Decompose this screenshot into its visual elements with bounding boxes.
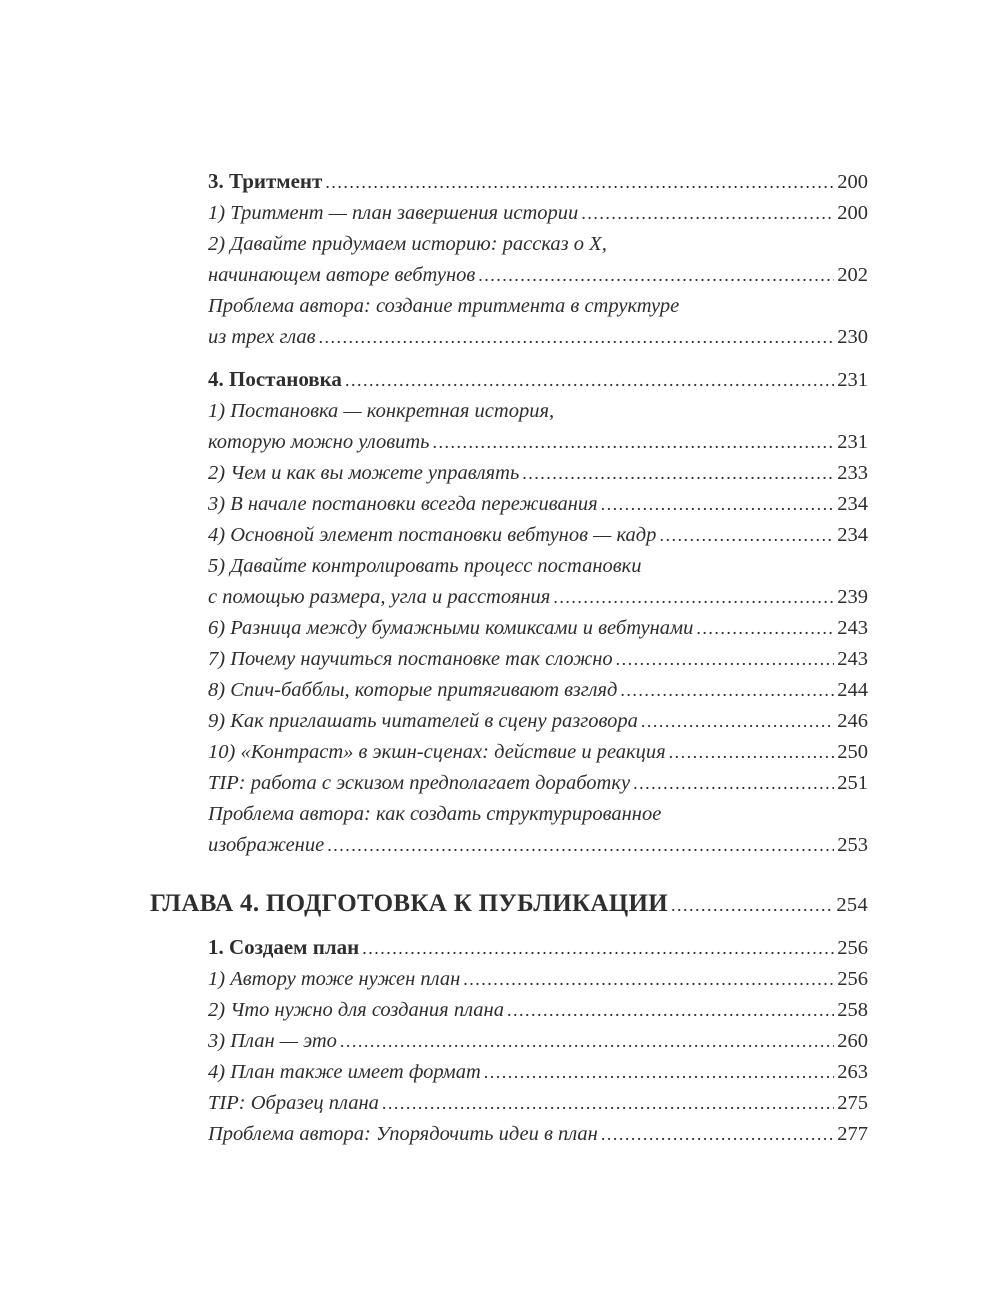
toc-entry-page: 234 <box>837 493 868 515</box>
toc-dot-leader <box>362 932 834 964</box>
toc-entry-page: 277 <box>837 1123 868 1145</box>
toc-dot-leader <box>382 1088 834 1119</box>
toc-entry-text: 3) План — это <box>208 1030 337 1052</box>
toc-entry-page: 250 <box>837 741 868 763</box>
toc-entry-page: 202 <box>837 264 868 286</box>
toc-entry-page: 200 <box>837 202 868 224</box>
toc-entry-page: 254 <box>836 894 868 916</box>
toc-entry <box>150 737 868 768</box>
toc-entry-text: начинающем авторе вебтунов <box>208 264 476 286</box>
toc-entry <box>150 427 868 458</box>
toc-entry-page: 275 <box>837 1092 868 1114</box>
toc-dot-leader <box>340 1026 834 1057</box>
toc-entry <box>150 830 868 861</box>
toc-entry-text: 9) Как приглашать читателей в сцену разговора <box>208 710 638 732</box>
toc-entry-page: 251 <box>837 772 868 794</box>
toc-entry <box>150 768 868 799</box>
toc-entry-text: 2) Что нужно для создания плана <box>208 999 504 1021</box>
toc-entry <box>150 322 868 353</box>
toc-entry-page: 230 <box>837 326 868 348</box>
toc-entry-text: TIP: работа с эскизом предполагает доработку <box>208 772 631 794</box>
toc-entry <box>150 582 868 613</box>
toc-dot-leader <box>601 1119 834 1150</box>
toc-entry-text: TIP: Образец плана <box>208 1092 379 1114</box>
toc-entry <box>150 964 868 995</box>
toc-entry-text: которую можно уловить <box>208 431 430 453</box>
toc-entry-text: 10) «Контраст» в экшн-сценах: действие и реакция <box>208 741 666 763</box>
toc-entry <box>150 489 868 520</box>
toc-entry-text: ГЛАВА 4. ПОДГОТОВКА К ПУБЛИКАЦИИ <box>150 890 668 917</box>
toc-dot-leader <box>616 644 835 675</box>
toc-dot-leader <box>345 364 834 396</box>
toc-entry <box>150 364 868 396</box>
toc-dot-leader <box>463 964 834 995</box>
toc-entry-text: 4) Основной элемент постановки вебтунов — кадр <box>208 524 657 546</box>
toc-entry-page: 231 <box>837 431 868 453</box>
toc-entry <box>150 229 868 260</box>
toc-entry-text: Проблема автора: как создать структурированное <box>208 803 662 825</box>
toc-entry-text: 1) Постановка — конкретная история, <box>208 400 555 422</box>
toc-dot-leader <box>553 582 834 613</box>
toc-entry-text: 1) Автору тоже нужен план <box>208 968 461 990</box>
toc-entry <box>150 1026 868 1057</box>
toc-dot-leader <box>319 322 835 353</box>
toc-entry-page: 234 <box>837 524 868 546</box>
toc-entry-text: 3. Тритмент <box>208 169 323 193</box>
toc-entry <box>150 1057 868 1088</box>
toc-entry <box>150 888 868 921</box>
toc-dot-leader <box>620 675 834 706</box>
toc-dot-leader <box>601 489 835 520</box>
toc-entry <box>150 458 868 489</box>
toc-entry-page: 263 <box>837 1061 868 1083</box>
toc-entry-text: 4. Постановка <box>208 367 342 391</box>
toc-entry-page: 239 <box>837 586 868 608</box>
toc-entry <box>150 932 868 964</box>
toc-entry-page: 246 <box>837 710 868 732</box>
toc-entry <box>150 706 868 737</box>
toc-entry-page: 256 <box>837 937 868 959</box>
toc-entry-text: 6) Разница между бумажными комиксами и вебтунами <box>208 617 694 639</box>
table-of-contents <box>150 166 868 1150</box>
toc-dot-leader <box>432 427 834 458</box>
toc-dot-leader <box>507 995 834 1026</box>
toc-entry <box>150 1119 868 1150</box>
toc-entry-text: 3) В начале постановки всегда переживания <box>208 493 598 515</box>
toc-entry-page: 200 <box>837 171 868 193</box>
toc-entry-page: 233 <box>837 462 868 484</box>
toc-entry-page: 260 <box>837 1030 868 1052</box>
toc-entry <box>150 551 868 582</box>
toc-dot-leader <box>633 768 834 799</box>
toc-entry-page: 256 <box>837 968 868 990</box>
toc-dot-leader <box>659 520 834 551</box>
toc-entry-page: 243 <box>837 617 868 639</box>
toc-dot-leader <box>671 888 833 921</box>
toc-entry <box>150 644 868 675</box>
toc-entry-text: 4) План также имеет формат <box>208 1061 481 1083</box>
toc-dot-leader <box>581 198 834 229</box>
toc-dot-leader <box>327 830 834 861</box>
toc-dot-leader <box>669 737 835 768</box>
toc-entry <box>150 260 868 291</box>
toc-dot-leader <box>325 166 834 198</box>
toc-entry-page: 253 <box>837 834 868 856</box>
toc-entry <box>150 520 868 551</box>
toc-entry-text: 8) Спич-бабблы, которые притягивают взгляд <box>208 679 618 701</box>
toc-entry-text: с помощью размера, угла и расстояния <box>208 586 551 608</box>
toc-entry-text: 5) Давайте контролировать процесс постановки <box>208 555 642 577</box>
toc-entry-page: 243 <box>837 648 868 670</box>
toc-entry <box>150 291 868 322</box>
toc-dot-leader <box>641 706 834 737</box>
toc-entry <box>150 166 868 198</box>
toc-entry-text: 2) Чем и как вы можете управлять <box>208 462 520 484</box>
toc-entry-text: 1) Тритмент — план завершения истории <box>208 202 579 224</box>
toc-entry-text: из трех глав <box>208 326 316 348</box>
toc-dot-leader <box>696 613 834 644</box>
toc-dot-leader <box>522 458 834 489</box>
toc-dot-leader <box>484 1057 835 1088</box>
toc-entry-page: 258 <box>837 999 868 1021</box>
toc-entry <box>150 396 868 427</box>
toc-entry <box>150 799 868 830</box>
toc-entry <box>150 198 868 229</box>
toc-entry <box>150 1088 868 1119</box>
toc-entry-text: 2) Давайте придумаем историю: рассказ о X, <box>208 233 607 255</box>
toc-dot-leader <box>478 260 834 291</box>
toc-entry <box>150 675 868 706</box>
toc-entry-text: Проблема автора: Упорядочить идеи в план <box>208 1123 598 1145</box>
toc-entry <box>150 613 868 644</box>
toc-entry-text: 7) Почему научиться постановке так сложно <box>208 648 613 670</box>
toc-entry-page: 231 <box>837 369 868 391</box>
toc-entry-text: 1. Создаем план <box>208 935 360 959</box>
toc-entry-page: 244 <box>837 679 868 701</box>
toc-entry <box>150 995 868 1026</box>
toc-entry-text: изображение <box>208 834 325 856</box>
toc-entry-text: Проблема автора: создание тритмента в структуре <box>208 295 680 317</box>
